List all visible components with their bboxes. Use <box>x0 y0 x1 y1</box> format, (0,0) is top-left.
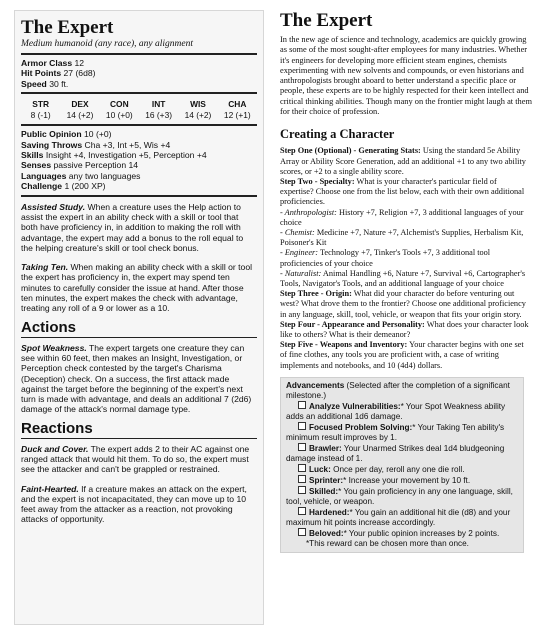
speed: Speed 30 ft. <box>21 78 69 89</box>
trait-assisted-study: Assisted Study. When a creature uses the Help action to assist the expert in an ability check with a skill or tool that both have proficiency in, in addition to making the roll with advantage, the expert may add a bonus to the roll equal to the helping creature's skill or tool check bonus. <box>21 201 244 253</box>
article-column <box>280 10 532 553</box>
divider <box>21 92 257 94</box>
checkbox[interactable] <box>298 475 306 483</box>
creature-type: Medium humanoid (any race), any alignment <box>21 39 194 49</box>
armor-class: Armor Class 12 <box>21 58 85 68</box>
ability-int: INT 16 (+3) <box>145 99 173 121</box>
advancement-luck: Luck: Once per day, reroll any one die roll. <box>286 464 518 475</box>
ability-wis: WIS 14 (+2) <box>184 99 212 121</box>
advancements-box <box>280 377 524 553</box>
step-four: Step Four - Appearance and Personality: What does your character look like to others? What is their demeanor? <box>280 319 529 340</box>
specialty-naturalist: - Naturalist: Animal Handling +6, Nature +7, Survival +6, Cartographer's Tools, Navigator's Tools, and an additional language of your choice <box>280 268 526 289</box>
action-spot-weakness: Spot Weakness. The expert targets one creature they can see within 60 feet, then makes an Insight, Investigation, or Perception check contested by the target's Charisma (Deception) check. On a success, the first attack made against the target before the beginning of the expert's next turn is made with advantage, and deals an additional 7 (2d6) damage of the attack's normal damage type. <box>21 342 252 415</box>
advancements-intro: Advancements (Selected after the completion of a significant milestone.) <box>286 380 510 400</box>
challenge: Challenge 1 (200 XP) <box>21 181 106 192</box>
checkbox[interactable] <box>298 528 306 536</box>
ability-scores <box>21 99 257 121</box>
step-one: Step One (Optional) - Generating Stats: Using the standard 5e Ability Array or Ability Score Generation, add an additional +1 to any two ability scores, or +2 to a single ability score. <box>280 146 526 176</box>
trait-taking-ten: Taking Ten. When making an ability check with a skill or tool the expert has proficiency in, the expert may spend ten minutes to carefully consider the issue at hand. After those ten minutes, the expert makes the check with advantage, treating any roll of a 9 or lower as a 10. <box>21 262 253 314</box>
divider <box>21 53 257 55</box>
advancement-focused-problem-solving: Focused Problem Solving:* Your Taking Ten ability's minimum result improves by 1. <box>286 422 505 442</box>
creating-character-heading: Creating a Character <box>280 127 395 142</box>
public-opinion: Public Opinion 10 (+0) <box>21 129 112 140</box>
checkbox[interactable] <box>298 443 306 451</box>
article-title: The Expert <box>280 10 373 31</box>
step-two: Step Two - Specialty: What is your character's particular field of expertise? Choose one from the list below, each with their own additional proficiencies. <box>280 176 525 207</box>
checkbox[interactable] <box>298 422 306 430</box>
creature-name: The Expert <box>21 17 114 38</box>
skills: Skills Insight +4, Investigation +5, Perception +4 <box>21 150 207 161</box>
ability-str: STR 8 (-1) <box>30 99 51 121</box>
advancement-sprinter: Sprinter:* Increase your movement by 10 ft. <box>286 475 518 486</box>
languages: Languages any two languages <box>21 170 141 181</box>
ability-con: CON 10 (+0) <box>105 99 133 121</box>
specialty-engineer: - Engineer: Technology +7, Tinker's Tools +7, 3 additional tool proficiencies of your choice <box>280 248 491 268</box>
advancement-beloved: Beloved:* Your public opinion increases by 2 points. <box>286 528 518 539</box>
step-three: Step Three - Origin: What did your character do before venturing out west? What drove them to the frontier? Choose one additional proficiency in any language, skill, tool, vehicle, or weapon that fits your origin story. <box>280 289 526 319</box>
advancement-analyze-vulnerabilities: Analyze Vulnerabilities:* Your Spot Weakness ability adds an additional 1d6 damage. <box>286 401 506 421</box>
senses: Senses passive Perception 14 <box>21 160 139 171</box>
checkbox[interactable] <box>298 464 306 472</box>
ability-dex: DEX 14 (+2) <box>66 99 94 121</box>
divider <box>21 124 257 126</box>
specialty-chemist: - Chemist: Medicine +7, Nature +7, Alchemist's Supplies, Herbalism Kit, Poisoner's Kit <box>280 228 524 248</box>
checkbox[interactable] <box>298 507 306 515</box>
advancement-brawler: Brawler: Your Unarmed Strikes deal 1d4 bludgeoning damage instead of 1. <box>286 443 505 463</box>
hit-points: Hit Points 27 (6d8) <box>21 68 96 79</box>
advancement-hardened: Hardened:* You gain an additional hit die (d8) and your maximum hit points increase accordingly. <box>286 507 511 527</box>
actions-heading: Actions <box>21 319 257 338</box>
ability-cha: CHA 12 (+1) <box>223 99 251 121</box>
article-intro: In the new age of science and technology, academics are quickly growing as some of the most sought-after employees for many industries. Whether it's engineers for developing more efficient steam engines, chemists experimenting with new solvents and compounds, or even historians and anthropologists brought aboard to better understand a specific place or people, these experts are to be highly respected for their keen intellect and critical thinking abilities. Though many on the frontier might laugh at them for their choice of profession. <box>280 35 532 117</box>
step-five: Step Five - Weapons and Inventory: Your character begins with one set of fine clothes, any tools you are proficient with, a case of writing implements and notebooks, and 10 (4d4) dollars. <box>280 340 524 370</box>
stat-block <box>14 10 264 625</box>
reaction-faint-hearted: Faint-Hearted. If a creature makes an attack on the expert, and the expert is not incapacitated, they can move up to 10 feet away from the attacker as a reaction, not provoking attacks of opportunity. <box>21 483 247 525</box>
repeatable-note: *This reward can be chosen more than once. <box>306 538 469 548</box>
checkbox[interactable] <box>298 486 306 494</box>
reaction-duck-and-cover: Duck and Cover. The expert adds 2 to their AC against one ranged attack that would hit them. To do so, the expert must see the attacker and can't be grappled or restrained. <box>21 443 250 475</box>
divider <box>21 195 257 197</box>
saving-throws: Saving Throws Cha +3, Int +5, Wis +4 <box>21 139 171 150</box>
advancement-skilled: Skilled:* You gain proficiency in any one language, skill, tool, vehicle, or weapon. <box>286 486 513 506</box>
specialty-anthropologist: - Anthropologist: History +7, Religion +7, 3 additional languages of your choice <box>280 207 524 227</box>
checkbox[interactable] <box>298 401 306 409</box>
reactions-heading: Reactions <box>21 420 257 439</box>
